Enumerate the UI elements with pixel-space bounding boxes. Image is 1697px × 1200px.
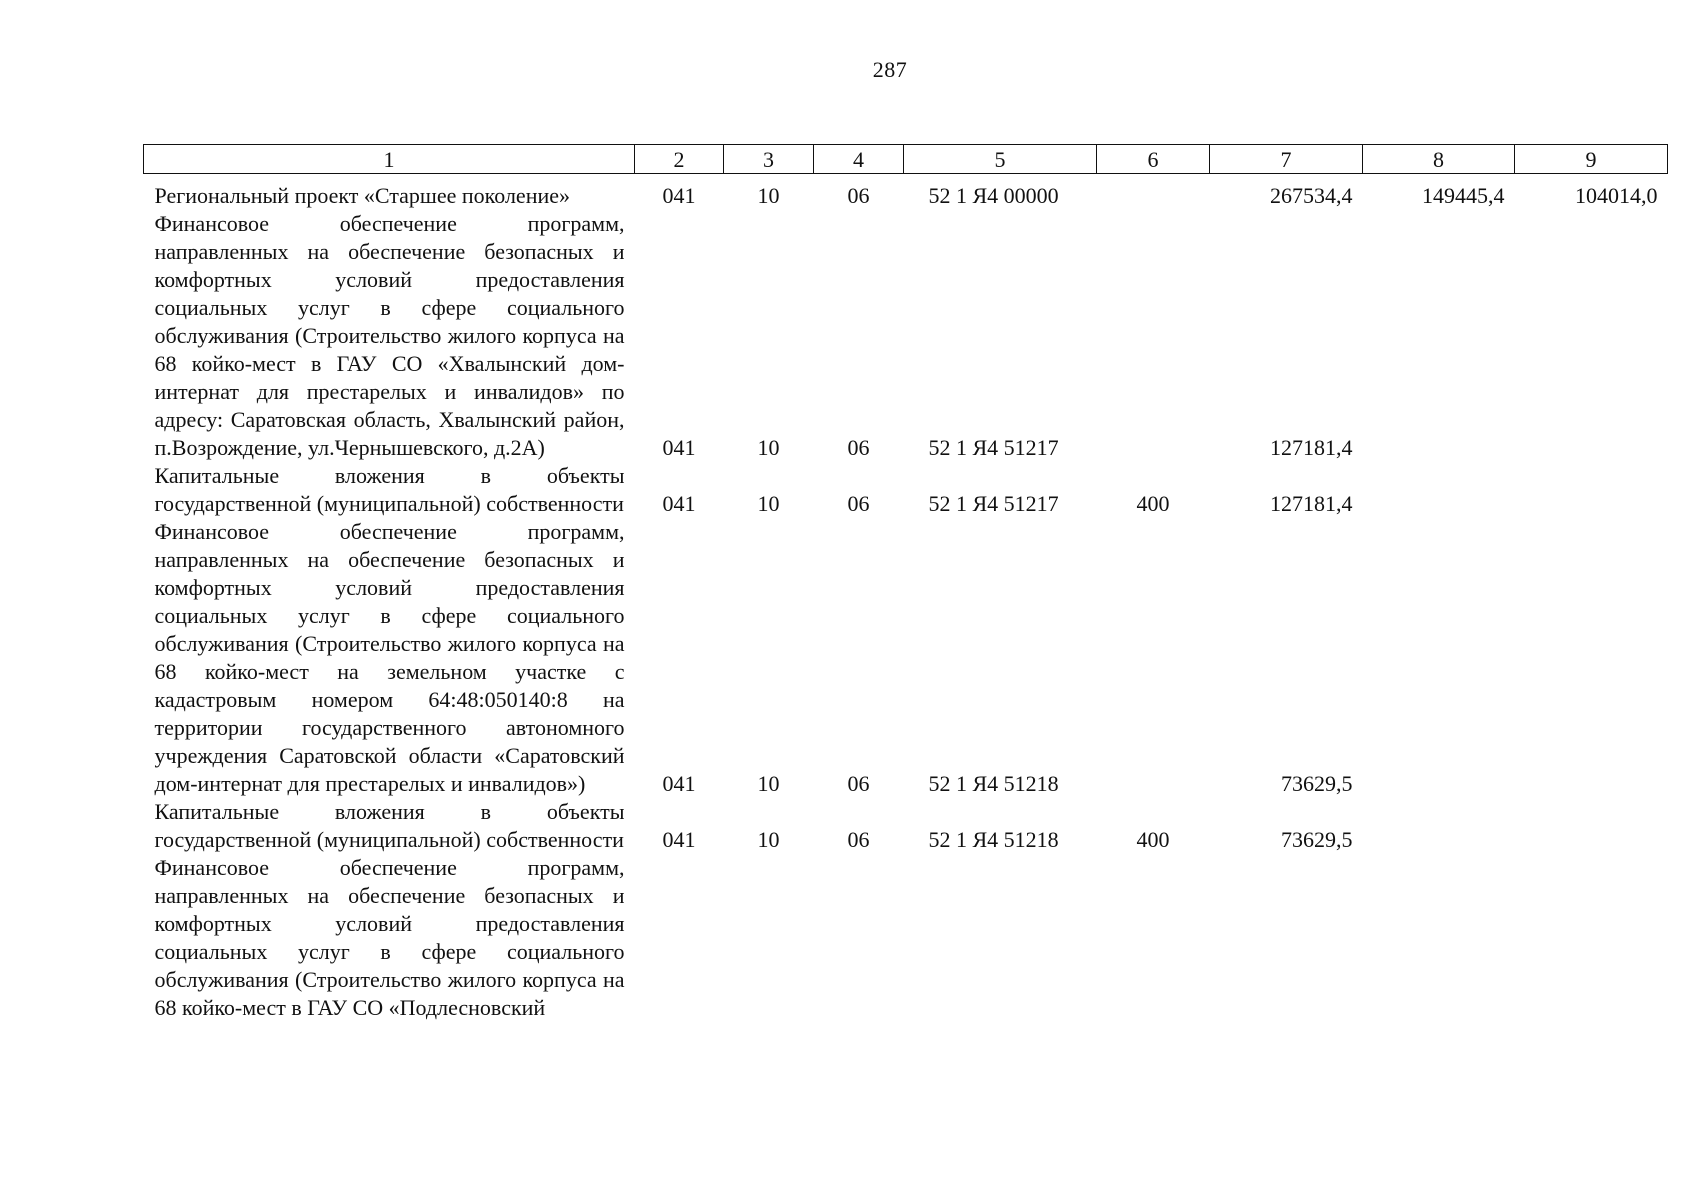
row-col-3: 10 [757,435,780,460]
row-col-8 [1363,798,1515,854]
row-col-3 [724,854,814,1022]
row-description: Финансовое обеспечение программ, направленных на обеспечение безопасных и комфортных условий предоставления социальных услуг в сфере социального обслуживания (Строительство жилого корпуса на 68 койко-мест в ГАУ СО «Хвалынский дом-интернат для престарелых и инвалидов» по адресу: Саратовская область, Хвалынский район, п.Возрождение, ул.Чернышевского, д.2А) [154,211,625,460]
row-col-2: 041 [662,771,696,796]
row-col-3: 10 [757,771,780,796]
row-col-3: 10 [757,183,780,208]
row-col-7: 73629,5 [1281,771,1353,796]
row-col-6 [1097,854,1210,1022]
row-description: Капитальные вложения в объекты государственной (муниципальной) собственности [154,799,625,852]
header-cell-4: 4 [814,145,904,174]
row-col-6 [1097,174,1210,211]
row-col-9: 104014,0 [1575,183,1658,208]
header-cell-2: 2 [635,145,724,174]
row-col-3: 10 [757,827,780,852]
row-description: Капитальные вложения в объекты государственной (муниципальной) собственности [154,463,625,516]
row-col-2: 041 [662,827,696,852]
row-col-2 [635,854,724,1022]
table-body [144,174,1668,1023]
row-col-4: 06 [847,491,870,516]
budget-table [143,144,1668,1022]
row-col-9 [1515,518,1668,798]
page-number: 287 [872,57,908,82]
row-col-7 [1210,854,1363,1022]
row-col-9 [1515,462,1668,518]
row-description: Финансовое обеспечение программ, направленных на обеспечение безопасных и комфортных условий предоставления социальных услуг в сфере социального обслуживания (Строительство жилого корпуса на 68 койко-мест в ГАУ СО «Подлесновский [154,855,625,1020]
row-col-2: 041 [662,183,696,208]
row-col-6: 400 [1136,491,1170,516]
row-description: Финансовое обеспечение программ, направленных на обеспечение безопасных и комфортных условий предоставления социальных услуг в сфере социального обслуживания (Строительство жилого корпуса на 68 койко-мест на земельном участке с кадастровым номером 64:48:050140:8 на территории государственного автономного учреждения Саратовской области «Саратовский дом-интернат для престарелых и инвалидов») [154,519,625,796]
row-col-9 [1515,210,1668,462]
row-col-4: 06 [847,435,870,460]
row-col-8 [1363,854,1515,1022]
row-col-6 [1097,518,1210,798]
table-row [144,518,1668,798]
table-row [144,174,1668,211]
row-col-3: 10 [757,491,780,516]
row-col-5: 52 1 Я4 51218 [928,771,1059,796]
table-header [144,145,1668,174]
row-col-8 [1363,210,1515,462]
row-col-8 [1363,462,1515,518]
row-col-6: 400 [1136,827,1170,852]
table-row [144,210,1668,462]
row-col-4 [814,854,904,1022]
row-col-9 [1515,798,1668,854]
header-cell-1: 1 [144,145,635,174]
header-cell-9: 9 [1515,145,1668,174]
table-row [144,462,1668,518]
row-description: Региональный проект «Старшее поколение» [154,183,571,208]
row-col-8: 149445,4 [1422,183,1505,208]
row-col-8 [1363,518,1515,798]
header-cell-8: 8 [1363,145,1515,174]
row-col-5: 52 1 Я4 00000 [928,183,1059,208]
row-col-5: 52 1 Я4 51218 [928,827,1059,852]
row-col-7: 127181,4 [1270,435,1353,460]
row-col-7: 73629,5 [1281,827,1353,852]
row-col-4: 06 [847,827,870,852]
row-col-2: 041 [662,491,696,516]
table-row [144,798,1668,854]
row-col-7: 267534,4 [1270,183,1353,208]
row-col-4: 06 [847,183,870,208]
header-cell-6: 6 [1097,145,1210,174]
row-col-2: 041 [662,435,696,460]
header-cell-7: 7 [1210,145,1363,174]
row-col-5: 52 1 Я4 51217 [928,435,1059,460]
header-row [144,145,1668,174]
row-col-6 [1097,210,1210,462]
header-cell-3: 3 [724,145,814,174]
row-col-9 [1515,854,1668,1022]
row-col-7: 127181,4 [1270,491,1353,516]
table-row [144,854,1668,1022]
header-cell-5: 5 [904,145,1097,174]
row-col-5: 52 1 Я4 51217 [928,491,1059,516]
row-col-4: 06 [847,771,870,796]
row-col-5 [904,854,1097,1022]
